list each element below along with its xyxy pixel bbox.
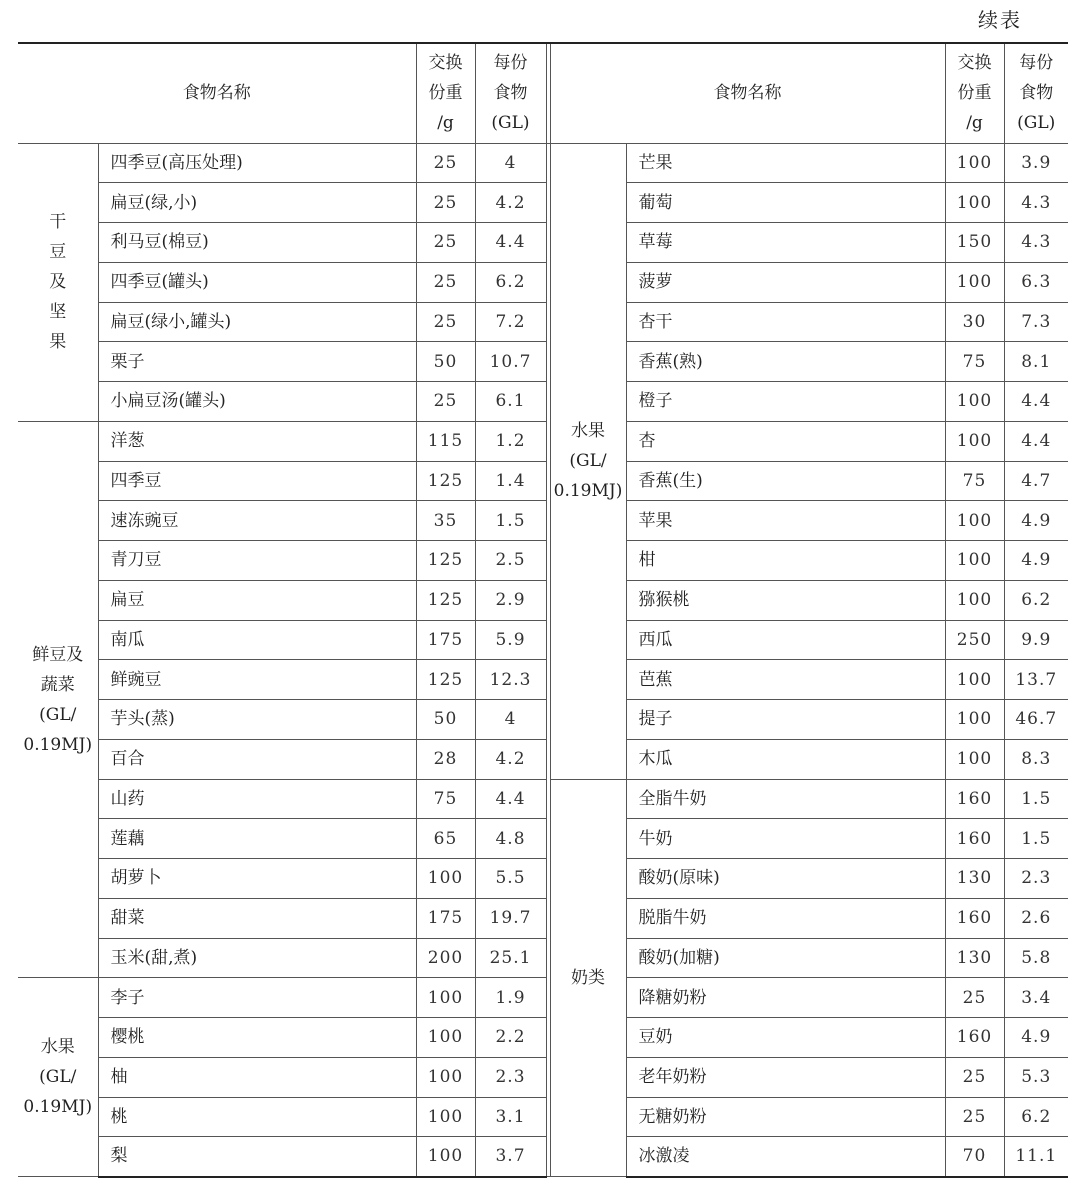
right-food-name: 香蕉(生) [626, 461, 945, 501]
table-row [18, 382, 1068, 422]
left-portion-weight: 125 [416, 541, 475, 581]
table-row [18, 1018, 1068, 1058]
header-portion-line: /g [437, 113, 454, 134]
left-portion-weight: 100 [416, 1097, 475, 1137]
right-food-name: 香蕉(熟) [626, 342, 945, 382]
header-portion-line: 交换 [428, 53, 463, 74]
table-row [18, 421, 1068, 461]
category-label-line: 0.19MJ) [23, 734, 93, 755]
right-food-name: 芭蕉 [626, 660, 945, 700]
table-row [18, 223, 1068, 263]
left-portion-weight: 25 [416, 382, 475, 422]
category-label-line: 及 [49, 272, 67, 293]
left-food-name: 速冻豌豆 [98, 501, 416, 541]
right-portion-weight: 100 [945, 580, 1004, 620]
left-gl-value: 25.1 [475, 938, 546, 978]
left-gl-value: 1.9 [475, 978, 546, 1018]
category-label-line: 坚 [49, 302, 67, 323]
right-portion-weight: 100 [945, 382, 1004, 422]
left-food-name: 芋头(蒸) [98, 700, 416, 740]
left-food-name: 栗子 [98, 342, 416, 382]
left-portion-weight: 35 [416, 501, 475, 541]
header-portion-right [945, 43, 1004, 143]
right-food-name: 老年奶粉 [626, 1057, 945, 1097]
left-portion-weight: 25 [416, 302, 475, 342]
left-gl-value: 10.7 [475, 342, 546, 382]
header-gl-line: 食物 [1019, 83, 1054, 104]
left-food-name: 鲜豌豆 [98, 660, 416, 700]
right-food-name: 木瓜 [626, 739, 945, 779]
right-food-name: 无糖奶粉 [626, 1097, 945, 1137]
right-gl-value: 8.3 [1004, 739, 1068, 779]
table-row [18, 461, 1068, 501]
right-food-name: 柑 [626, 541, 945, 581]
category-label-line: 蔬菜 [40, 674, 75, 695]
right-category-cell [550, 779, 626, 1177]
left-food-name: 山药 [98, 779, 416, 819]
header-portion-line: 份重 [428, 83, 463, 104]
left-gl-value: 2.5 [475, 541, 546, 581]
table [18, 42, 1068, 1178]
left-portion-weight: 50 [416, 700, 475, 740]
left-food-name: 桃 [98, 1097, 416, 1137]
left-food-name: 四季豆(罐头) [98, 262, 416, 302]
table-row [18, 342, 1068, 382]
category-label-line: 水果 [40, 1037, 75, 1058]
left-portion-weight: 115 [416, 421, 475, 461]
right-food-name: 酸奶(加糖) [626, 938, 945, 978]
table-row [18, 700, 1068, 740]
header-row [18, 43, 1068, 143]
left-gl-value: 4.2 [475, 739, 546, 779]
left-gl-value: 1.5 [475, 501, 546, 541]
header-gl-line: 每份 [1019, 53, 1054, 74]
left-portion-weight: 65 [416, 819, 475, 859]
right-gl-value: 5.8 [1004, 938, 1068, 978]
left-portion-weight: 200 [416, 938, 475, 978]
right-portion-weight: 160 [945, 779, 1004, 819]
left-gl-value: 4 [475, 700, 546, 740]
table-row [18, 580, 1068, 620]
right-food-name: 全脂牛奶 [626, 779, 945, 819]
right-portion-weight: 100 [945, 143, 1004, 183]
left-gl-value: 5.5 [475, 859, 546, 899]
right-gl-value: 13.7 [1004, 660, 1068, 700]
header-portion-line: 份重 [957, 83, 992, 104]
right-gl-value: 6.2 [1004, 580, 1068, 620]
table-row [18, 1057, 1068, 1097]
right-portion-weight: 75 [945, 342, 1004, 382]
right-gl-value: 4.4 [1004, 421, 1068, 461]
left-gl-value: 1.4 [475, 461, 546, 501]
right-gl-value: 4.3 [1004, 223, 1068, 263]
table-row [18, 779, 1068, 819]
left-gl-value: 19.7 [475, 898, 546, 938]
left-gl-value: 5.9 [475, 620, 546, 660]
right-portion-weight: 130 [945, 859, 1004, 899]
table-body [18, 143, 1068, 1177]
left-food-name: 玉米(甜,煮) [98, 938, 416, 978]
left-food-name: 扁豆(绿,小) [98, 183, 416, 223]
left-gl-value: 12.3 [475, 660, 546, 700]
right-gl-value: 4.4 [1004, 382, 1068, 422]
category-label-line: 豆 [49, 242, 67, 263]
right-portion-weight: 160 [945, 819, 1004, 859]
right-food-name: 猕猴桃 [626, 580, 945, 620]
left-gl-value: 2.2 [475, 1018, 546, 1058]
right-portion-weight: 30 [945, 302, 1004, 342]
left-food-name: 莲藕 [98, 819, 416, 859]
right-food-name: 豆奶 [626, 1018, 945, 1058]
left-food-name: 扁豆 [98, 580, 416, 620]
right-gl-value: 7.3 [1004, 302, 1068, 342]
right-gl-value: 4.7 [1004, 461, 1068, 501]
header-gl-right [1004, 43, 1068, 143]
right-gl-value: 1.5 [1004, 779, 1068, 819]
right-food-name: 杏干 [626, 302, 945, 342]
table-row [18, 302, 1068, 342]
left-gl-value: 4.4 [475, 223, 546, 263]
header-food-name-left: 食物名称 [18, 43, 416, 143]
table-row [18, 541, 1068, 581]
table-row [18, 183, 1068, 223]
right-gl-value: 3.9 [1004, 143, 1068, 183]
right-portion-weight: 250 [945, 620, 1004, 660]
left-portion-weight: 25 [416, 183, 475, 223]
left-gl-value: 3.1 [475, 1097, 546, 1137]
table-row [18, 978, 1068, 1018]
header-gl-line: (GL) [491, 113, 530, 134]
right-food-name: 菠萝 [626, 262, 945, 302]
right-portion-weight: 150 [945, 223, 1004, 263]
header-portion-line: /g [966, 113, 983, 134]
right-gl-value: 46.7 [1004, 700, 1068, 740]
category-label-line: (GL/ [39, 704, 77, 725]
right-portion-weight: 75 [945, 461, 1004, 501]
left-portion-weight: 50 [416, 342, 475, 382]
right-food-name: 芒果 [626, 143, 945, 183]
table-row [18, 1097, 1068, 1137]
right-portion-weight: 160 [945, 1018, 1004, 1058]
table-row [18, 859, 1068, 899]
right-food-name: 橙子 [626, 382, 945, 422]
left-food-name: 四季豆 [98, 461, 416, 501]
left-food-name: 百合 [98, 739, 416, 779]
header-portion-left [416, 43, 475, 143]
right-food-name: 酸奶(原味) [626, 859, 945, 899]
left-portion-weight: 100 [416, 859, 475, 899]
right-portion-weight: 25 [945, 978, 1004, 1018]
right-gl-value: 9.9 [1004, 620, 1068, 660]
left-portion-weight: 100 [416, 1057, 475, 1097]
left-food-name: 利马豆(棉豆) [98, 223, 416, 263]
left-portion-weight: 25 [416, 143, 475, 183]
right-portion-weight: 100 [945, 660, 1004, 700]
header-gl-line: 每份 [493, 53, 528, 74]
table-row [18, 143, 1068, 183]
left-gl-value: 2.3 [475, 1057, 546, 1097]
right-food-name: 杏 [626, 421, 945, 461]
category-label-line: (GL/ [569, 451, 607, 471]
right-food-name: 提子 [626, 700, 945, 740]
left-food-name: 甜菜 [98, 898, 416, 938]
category-label-line: 果 [49, 332, 67, 353]
right-gl-value: 4.9 [1004, 1018, 1068, 1058]
left-gl-value: 4.8 [475, 819, 546, 859]
left-gl-value: 2.9 [475, 580, 546, 620]
gl-exchange-table [18, 42, 1068, 1178]
left-portion-weight: 175 [416, 898, 475, 938]
right-portion-weight: 100 [945, 421, 1004, 461]
category-label-line: 奶类 [571, 967, 605, 988]
right-portion-weight: 100 [945, 700, 1004, 740]
left-portion-weight: 125 [416, 580, 475, 620]
category-label-line: 鲜豆及 [32, 644, 84, 665]
right-gl-value: 3.4 [1004, 978, 1068, 1018]
left-gl-value: 4.4 [475, 779, 546, 819]
left-category-cell [18, 978, 98, 1177]
left-portion-weight: 100 [416, 1137, 475, 1177]
right-gl-value: 4.9 [1004, 541, 1068, 581]
right-gl-value: 4.3 [1004, 183, 1068, 223]
right-portion-weight: 25 [945, 1057, 1004, 1097]
right-portion-weight: 25 [945, 1097, 1004, 1137]
table-row [18, 262, 1068, 302]
table-row [18, 660, 1068, 700]
table-row [18, 1137, 1068, 1177]
right-portion-weight: 130 [945, 938, 1004, 978]
right-portion-weight: 100 [945, 541, 1004, 581]
right-food-name: 西瓜 [626, 620, 945, 660]
right-portion-weight: 100 [945, 183, 1004, 223]
left-gl-value: 3.7 [475, 1137, 546, 1177]
right-gl-value: 11.1 [1004, 1137, 1068, 1177]
right-portion-weight: 70 [945, 1137, 1004, 1177]
left-portion-weight: 28 [416, 739, 475, 779]
left-portion-weight: 100 [416, 978, 475, 1018]
left-food-name: 柚 [98, 1057, 416, 1097]
left-gl-value: 4 [475, 143, 546, 183]
category-label-line: 水果 [571, 421, 605, 441]
left-food-name: 扁豆(绿小,罐头) [98, 302, 416, 342]
left-portion-weight: 125 [416, 461, 475, 501]
left-category-cell [18, 143, 98, 421]
header-food-name-right: 食物名称 [550, 43, 945, 143]
left-gl-value: 6.1 [475, 382, 546, 422]
left-gl-value: 7.2 [475, 302, 546, 342]
left-food-name: 樱桃 [98, 1018, 416, 1058]
right-food-name: 草莓 [626, 223, 945, 263]
table-row [18, 739, 1068, 779]
left-portion-weight: 25 [416, 223, 475, 263]
category-label-line: 0.19MJ) [23, 1097, 93, 1118]
left-portion-weight: 100 [416, 1018, 475, 1058]
left-food-name: 洋葱 [98, 421, 416, 461]
right-portion-weight: 160 [945, 898, 1004, 938]
right-portion-weight: 100 [945, 501, 1004, 541]
right-food-name: 冰激凌 [626, 1137, 945, 1177]
table-row [18, 620, 1068, 660]
header-gl-left [475, 43, 546, 143]
category-label-line: 0.19MJ) [553, 481, 623, 501]
category-label-line: 干 [49, 212, 67, 233]
table-row [18, 819, 1068, 859]
right-food-name: 脱脂牛奶 [626, 898, 945, 938]
right-portion-weight: 100 [945, 739, 1004, 779]
header-gl-line: (GL) [1017, 113, 1056, 134]
right-gl-value: 2.3 [1004, 859, 1068, 899]
right-gl-value: 4.9 [1004, 501, 1068, 541]
right-food-name: 降糖奶粉 [626, 978, 945, 1018]
left-portion-weight: 175 [416, 620, 475, 660]
right-gl-value: 6.3 [1004, 262, 1068, 302]
table-row [18, 938, 1068, 978]
header-gl-line: 食物 [493, 83, 528, 104]
header-portion-line: 交换 [957, 53, 992, 74]
left-gl-value: 1.2 [475, 421, 546, 461]
left-portion-weight: 25 [416, 262, 475, 302]
right-gl-value: 8.1 [1004, 342, 1068, 382]
right-food-name: 葡萄 [626, 183, 945, 223]
left-food-name: 四季豆(高压处理) [98, 143, 416, 183]
right-food-name: 苹果 [626, 501, 945, 541]
left-portion-weight: 75 [416, 779, 475, 819]
table-row [18, 898, 1068, 938]
left-food-name: 胡萝卜 [98, 859, 416, 899]
left-category-cell [18, 421, 98, 978]
right-gl-value: 6.2 [1004, 1097, 1068, 1137]
right-gl-value: 1.5 [1004, 819, 1068, 859]
right-food-name: 牛奶 [626, 819, 945, 859]
left-gl-value: 4.2 [475, 183, 546, 223]
right-category-cell [550, 143, 626, 779]
left-gl-value: 6.2 [475, 262, 546, 302]
right-gl-value: 5.3 [1004, 1057, 1068, 1097]
left-food-name: 南瓜 [98, 620, 416, 660]
left-food-name: 青刀豆 [98, 541, 416, 581]
table-row [18, 501, 1068, 541]
right-gl-value: 2.6 [1004, 898, 1068, 938]
table-continued-caption: 续表 [978, 8, 1022, 32]
left-food-name: 李子 [98, 978, 416, 1018]
right-portion-weight: 100 [945, 262, 1004, 302]
left-food-name: 小扁豆汤(罐头) [98, 382, 416, 422]
left-food-name: 梨 [98, 1137, 416, 1177]
left-portion-weight: 125 [416, 660, 475, 700]
category-label-line: (GL/ [39, 1067, 77, 1088]
